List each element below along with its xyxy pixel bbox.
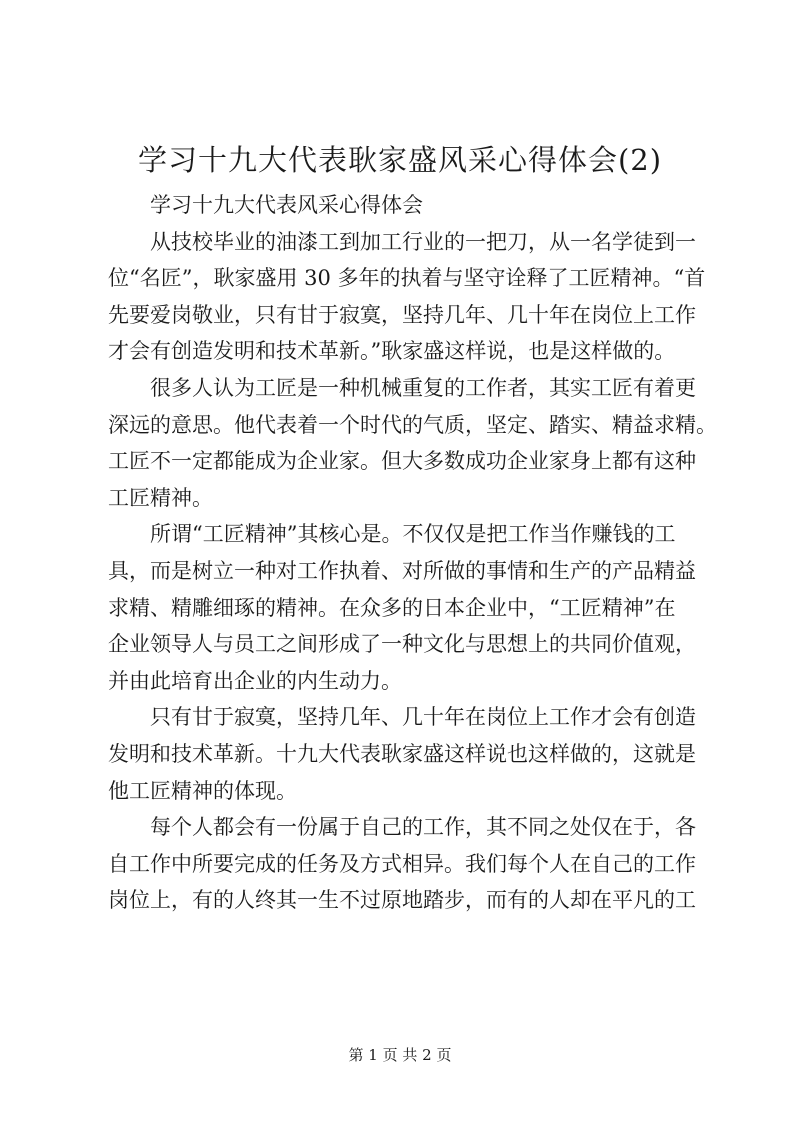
document-subtitle: 学习十九大代表风采心得体会 <box>150 193 423 217</box>
paragraph-2 <box>108 370 717 516</box>
paragraph-1 <box>108 224 708 370</box>
paragraph-line: 发明和技术革新。十九大代表耿家盛这样说也这样做的，这就是 <box>108 741 696 766</box>
paragraph-line: 并由此培育出企业的内生动力。 <box>108 668 402 693</box>
paragraph-line: 工匠精神。 <box>108 485 213 510</box>
paragraph-line: 很多人认为工匠是一种机械重复的工作者，其实工匠有着更 <box>150 375 696 400</box>
paragraph-line: 具，而是树立一种对工作执着、对所做的事情和生产的产品精益 <box>108 558 696 583</box>
paragraph-4 <box>108 699 708 809</box>
paragraph-5 <box>108 809 708 919</box>
paragraph-line: 深远的意思。他代表着一个时代的气质，坚定、踏实、精益求精。 <box>108 412 717 437</box>
paragraph-line: 位“名匠”，耿家盛用 30 多年的执着与坚守诠释了工匠精神。“首 <box>108 266 706 291</box>
paragraph-line: 自工作中所要完成的任务及方式相异。我们每个人在自己的工作 <box>108 851 696 876</box>
paragraph-line: 岗位上，有的人终其一生不过原地踏步，而有的人却在平凡的工 <box>108 888 696 913</box>
document-title: 学习十九大代表耿家盛风采心得体会(2) <box>137 143 663 177</box>
paragraph-line: 先要爱岗敬业，只有甘于寂寞，坚持几年、几十年在岗位上工作 <box>108 302 696 327</box>
paragraph-3 <box>108 516 708 699</box>
paragraph-line: 工匠不一定都能成为企业家。但大多数成功企业家身上都有这种 <box>108 449 696 474</box>
paragraph-line: 企业领导人与员工之间形成了一种文化与思想上的共同价值观， <box>108 632 696 657</box>
paragraph-line: 只有甘于寂寞，坚持几年、几十年在岗位上工作才会有创造 <box>150 705 696 730</box>
paragraph-line: 他工匠精神的体现。 <box>108 778 297 803</box>
paragraph-line: 求精、精雕细琢的精神。在众多的日本企业中，“工匠精神”在 <box>108 595 676 620</box>
paragraph-line: 从技校毕业的油漆工到加工行业的一把刀，从一名学徒到一 <box>150 229 696 254</box>
paragraph-line: 所谓“工匠精神”其核心是。不仅仅是把工作当作赚钱的工 <box>150 522 676 547</box>
paragraph-line: 才会有创造发明和技术革新。”耿家盛这样说，也是这样做的。 <box>108 339 676 364</box>
page-footer: 第 1 页 共 2 页 <box>348 1046 452 1064</box>
paragraph-line: 每个人都会有一份属于自己的工作，其不同之处仅在于，各 <box>150 815 696 840</box>
document-body <box>108 187 717 919</box>
